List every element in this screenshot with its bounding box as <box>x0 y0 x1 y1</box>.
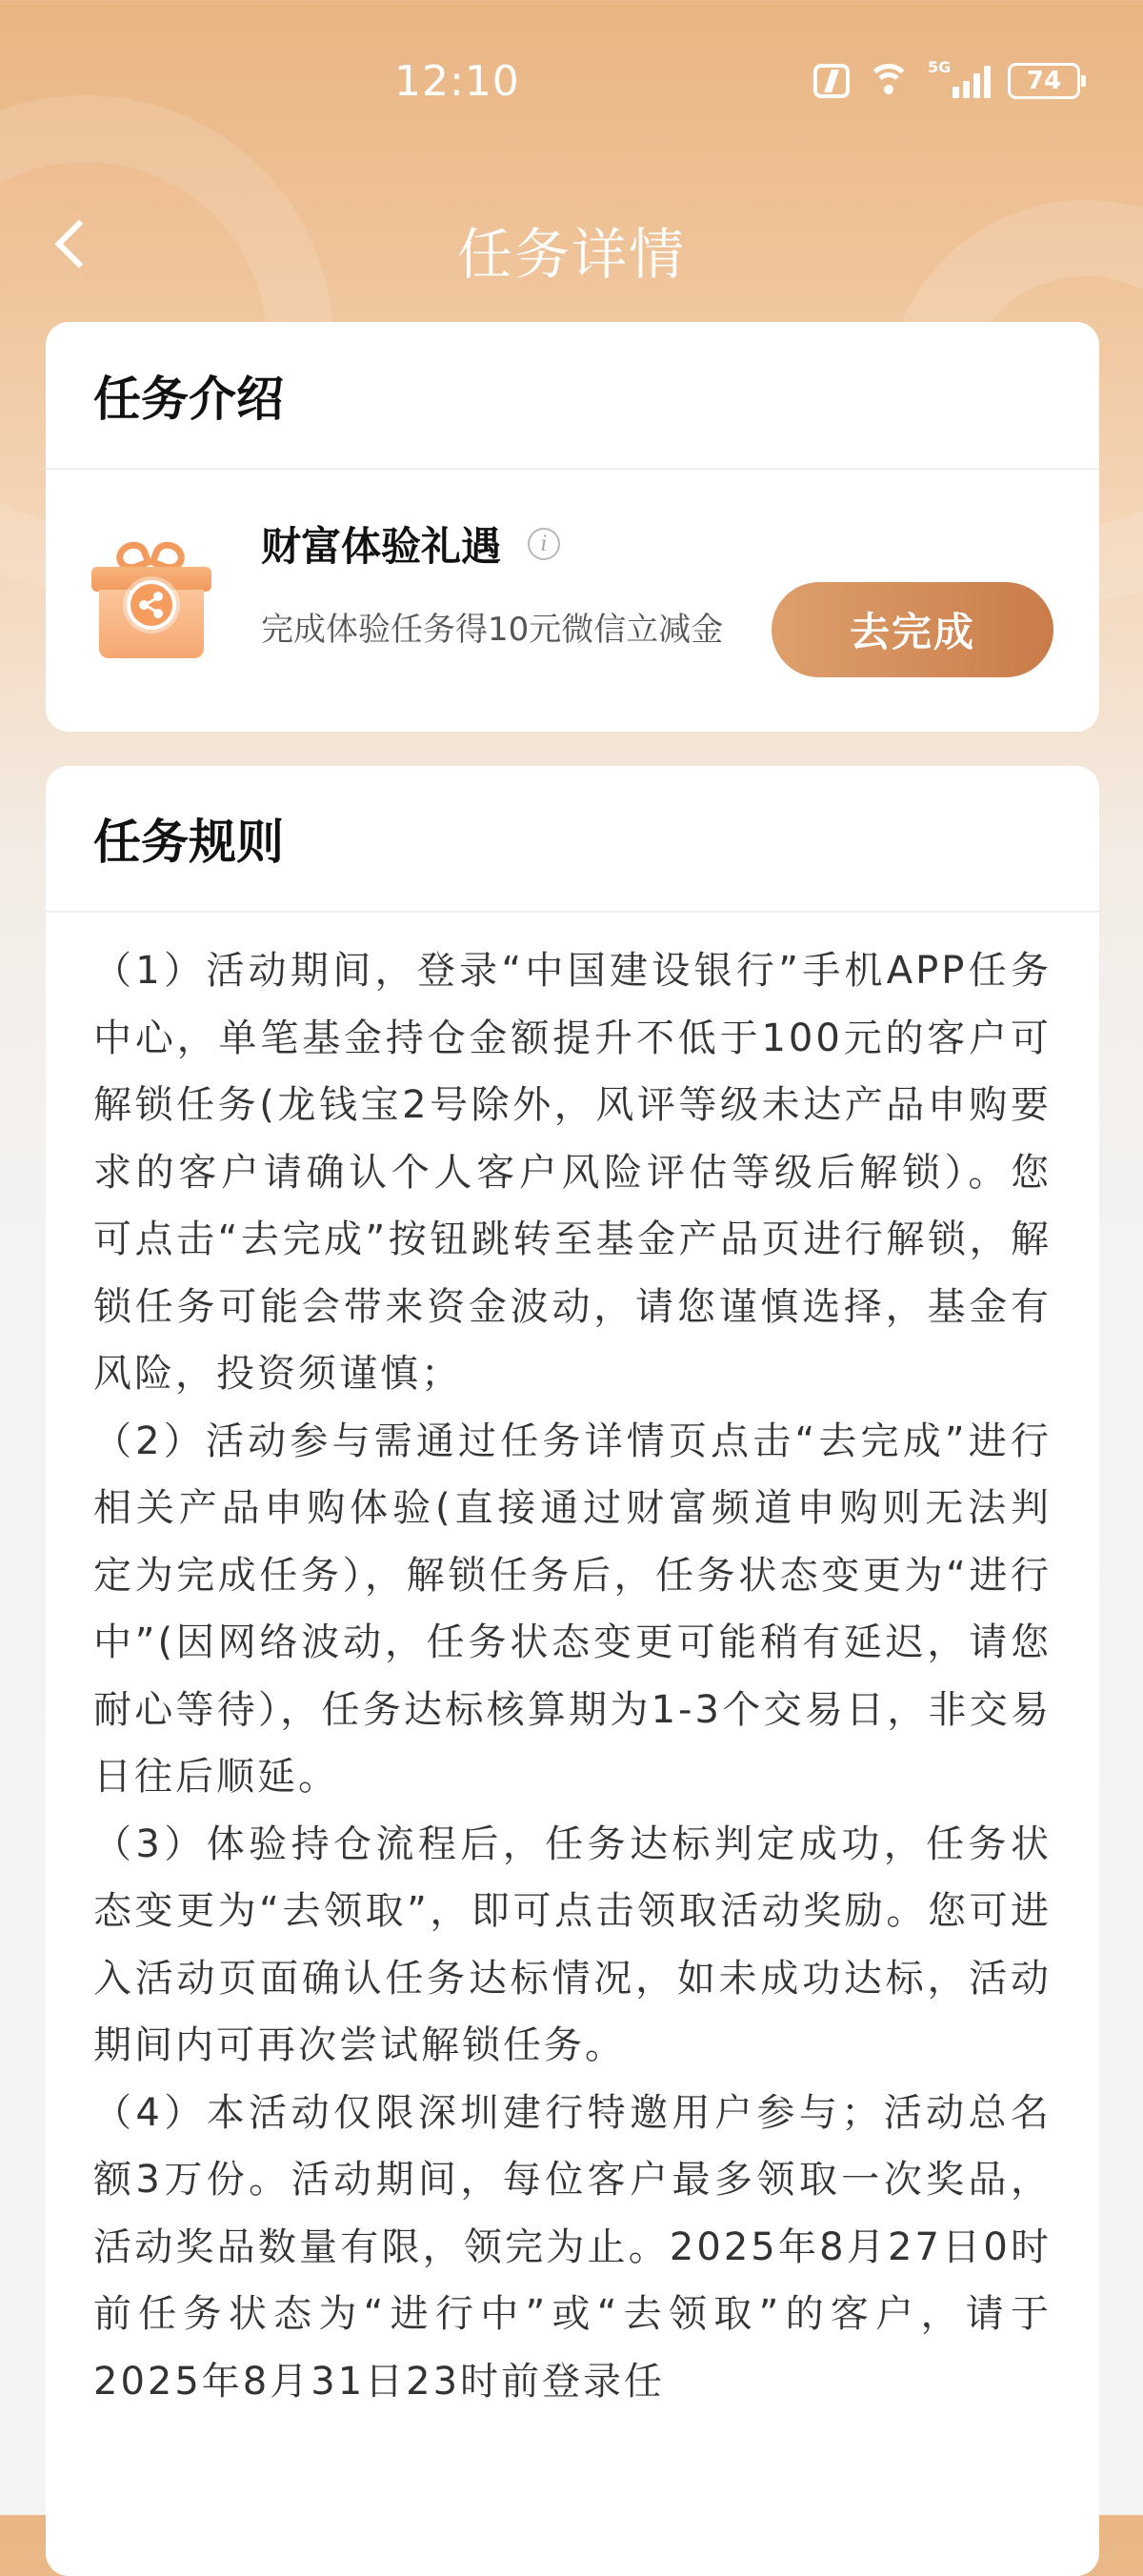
page-title: 任务详情 <box>456 222 686 287</box>
task-rules-card <box>46 766 1099 2576</box>
task-rules-body <box>46 913 1099 2415</box>
cellular-signal-icon <box>928 58 991 98</box>
rule-paragraph-1: （1）活动期间，登录“中国建设银行”手机APP任务中心，单笔基金持仓金额提升不低于100元的客户可解锁任务(龙钱宝2号除外，风评等级未达产品申购要求的客户请确认个人客户风险评估等级后解锁）。您可点击“去完成”按钮跳转至基金产品页进行解锁，解锁任务可能会带来资金波动，请您谨慎选择，基金有风险，投资须谨慎； <box>93 949 1052 1396</box>
status-time: 12:10 <box>394 57 520 106</box>
share-icon <box>127 580 176 630</box>
wifi-icon <box>867 64 911 98</box>
battery-icon <box>1008 63 1080 99</box>
info-icon[interactable]: i <box>528 528 560 560</box>
network-type: 5G <box>928 58 952 76</box>
nfc-icon <box>813 64 850 98</box>
rule-paragraph-2: （2）活动参与需通过任务详情页点击“去完成”进行相关产品申购体验(直接通过财富频道申购则无法判定为完成任务），解锁任务后，任务状态变更为“进行中”(因网络波动，任务状态变更可能稍有延迟，请您耐心等待），任务达标核算期为1-3个交易日，非交易日往后顺延。 <box>93 1419 1052 1799</box>
rule-paragraph-4: （4）本活动仅限深圳建行特邀用户参与；活动总名额3万份。活动期间，每位客户最多领取一次奖品，活动奖品数量有限，领完为止。2025年8月27日0时前任务状态为“进行中”或“去领取”的客户，请于2025年8月31日23时前登录任 <box>93 2090 1052 2404</box>
battery-level: 74 <box>1026 67 1062 95</box>
task-intro-card <box>46 322 1099 732</box>
nav-bar <box>0 181 1143 305</box>
task-row <box>46 470 1099 732</box>
rule-paragraph-3: （3）体验持仓流程后，任务达标判定成功，任务状态变更为“去领取”，即可点击领取活动奖励。您可进入活动页面确认任务达标情况，如未成功达标，活动期间内可再次尝试解锁任务。 <box>93 1821 1052 2067</box>
task-intro-header: 任务介绍 <box>46 322 1099 470</box>
task-rules-header: 任务规则 <box>46 766 1099 913</box>
task-name <box>261 515 560 573</box>
status-icons <box>813 58 1080 99</box>
complete-task-button[interactable]: 去完成 <box>772 582 1053 677</box>
status-bar <box>0 0 1143 168</box>
task-name-text: 财富体验礼遇 <box>261 523 502 570</box>
task-description: 完成体验任务得10元微信立减金 <box>261 611 724 649</box>
gift-box-icon <box>91 534 211 658</box>
